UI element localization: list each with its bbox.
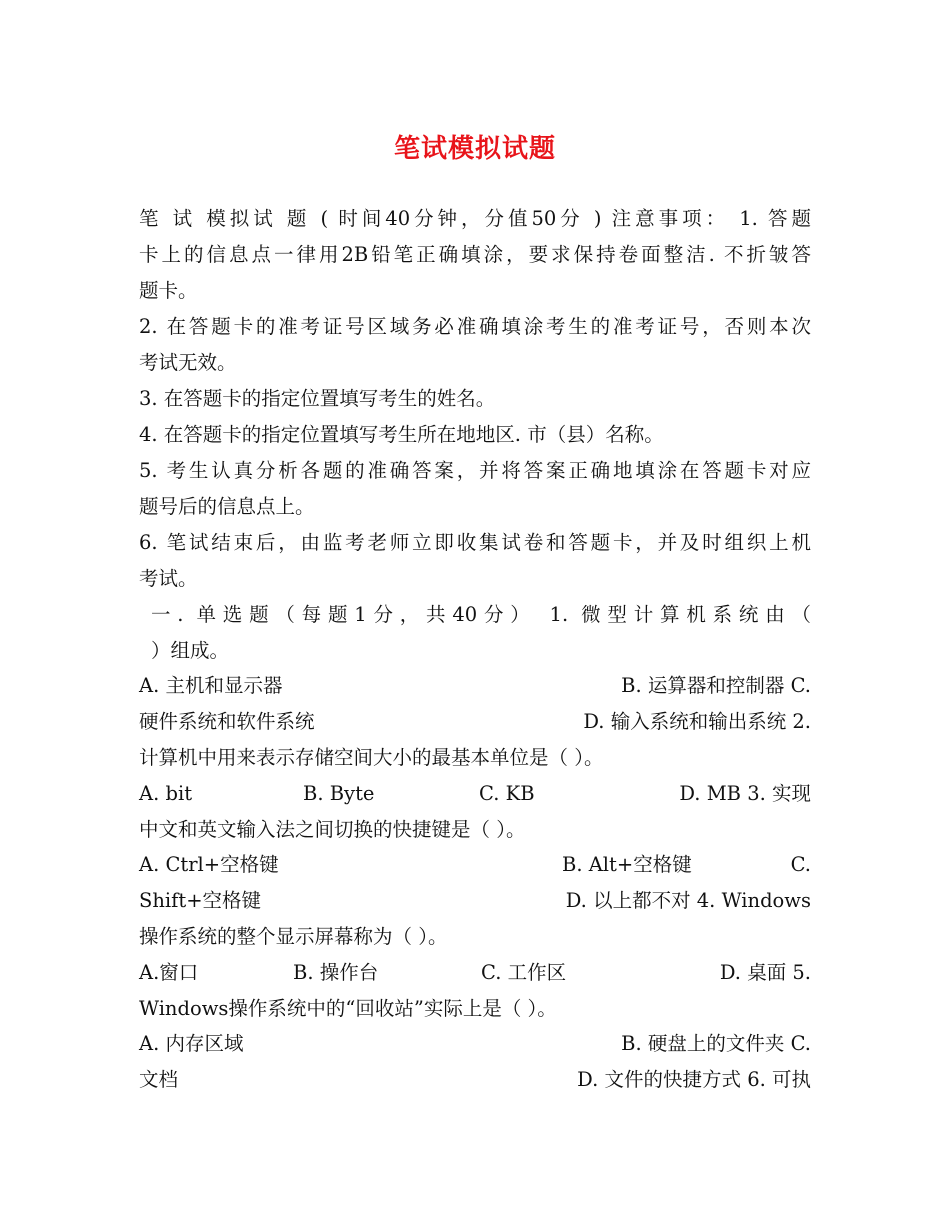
q3-options-row-2 <box>139 887 811 915</box>
q3-stem: 中文和英文输入法之间切换的快捷键是（ ）。 <box>139 818 526 841</box>
intro-line-3: 题卡。 <box>139 279 198 302</box>
q3-option-d: D. 以上都不对 4. Windows <box>565 889 811 912</box>
note-2-line-2: 考试无效。 <box>139 351 237 374</box>
q4-option-d: D. 桌面 5. <box>719 961 811 984</box>
q5-option-d: D. 文件的快捷方式 6. 可执 <box>577 1068 811 1091</box>
note-5-line-2: 题号后的信息点上。 <box>139 495 315 518</box>
intro-line-2: 卡上的信息点一律用2B铅笔正确填涂，要求保持卷面整洁. 不折皱答 <box>139 243 811 266</box>
q2-stem: 计算机中用来表示存储空间大小的最基本单位是（ ）。 <box>139 746 604 769</box>
section-heading-line-2: ）组成。 <box>151 639 230 662</box>
q4-option-a: A.窗口 <box>139 961 199 984</box>
note-4: 4. 在答题卡的指定位置填写考生所在地地区. 市（县）名称。 <box>139 423 664 446</box>
q5-option-c: 文档 <box>139 1068 179 1091</box>
note-2-line-1: 2. 在答题卡的准考证号区域务必准确填涂考生的准考证号，否则本次 <box>139 315 811 338</box>
q1-option-c: 硬件系统和软件系统 <box>139 710 315 733</box>
q1-options-row-1 <box>139 672 811 700</box>
q1-options-row-2 <box>139 708 811 736</box>
q5-option-a: A. 内存区域 <box>139 1032 244 1055</box>
q5-options-row-1 <box>139 1030 811 1058</box>
q5-options-row-2 <box>139 1066 811 1094</box>
page-title: 笔试模拟试题 <box>393 134 556 164</box>
q1-option-b: B. 运算器和控制器 C. <box>621 674 811 697</box>
q2-option-a: A. bit <box>139 782 193 805</box>
section-heading-line-1: 一. 单选题（每题1分，共40分） 1. 微型计算机系统由（ <box>151 603 811 626</box>
q1-option-d: D. 输入系统和输出系统 2. <box>583 710 811 733</box>
q4-option-c: C. 工作区 <box>481 961 567 984</box>
q3-option-c: Shift+空格键 <box>139 889 262 912</box>
q2-option-d: D. MB 3. 实现 <box>679 782 811 805</box>
q4-option-b: B. 操作台 <box>293 961 379 984</box>
intro-line-1: 笔 试 模拟试 题 ( 时间40分钟，分值50分 ) 注意事项： 1. 答题 <box>139 207 811 230</box>
q3-option-c-label: C. <box>790 853 811 876</box>
note-6-line-1: 6. 笔试结束后，由监考老师立即收集试卷和答题卡，并及时组织上机 <box>139 531 811 554</box>
note-3: 3. 在答题卡的指定位置填写考生的姓名。 <box>139 387 496 410</box>
note-6-line-2: 考试。 <box>139 567 198 590</box>
q3-option-a: A. Ctrl+空格键 <box>139 853 279 876</box>
note-5-line-1: 5. 考生认真分析各题的准确答案，并将答案正确地填涂在答题卡对应 <box>139 459 811 482</box>
q1-option-a: A. 主机和显示器 <box>139 674 283 697</box>
q5-stem: Windows操作系统中的“回收站”实际上是（ ）。 <box>139 997 557 1020</box>
q4-options-row <box>139 959 811 987</box>
q2-options-row <box>139 780 811 808</box>
q3-option-b: B. Alt+空格键 <box>562 853 692 876</box>
q3-options-row-1 <box>139 851 811 879</box>
q2-option-b: B. Byte <box>303 782 375 805</box>
q4-stem: 操作系统的整个显示屏幕称为（ ）。 <box>139 925 448 948</box>
q5-option-b: B. 硬盘上的文件夹 C. <box>621 1032 811 1055</box>
q2-option-c: C. KB <box>479 782 535 805</box>
